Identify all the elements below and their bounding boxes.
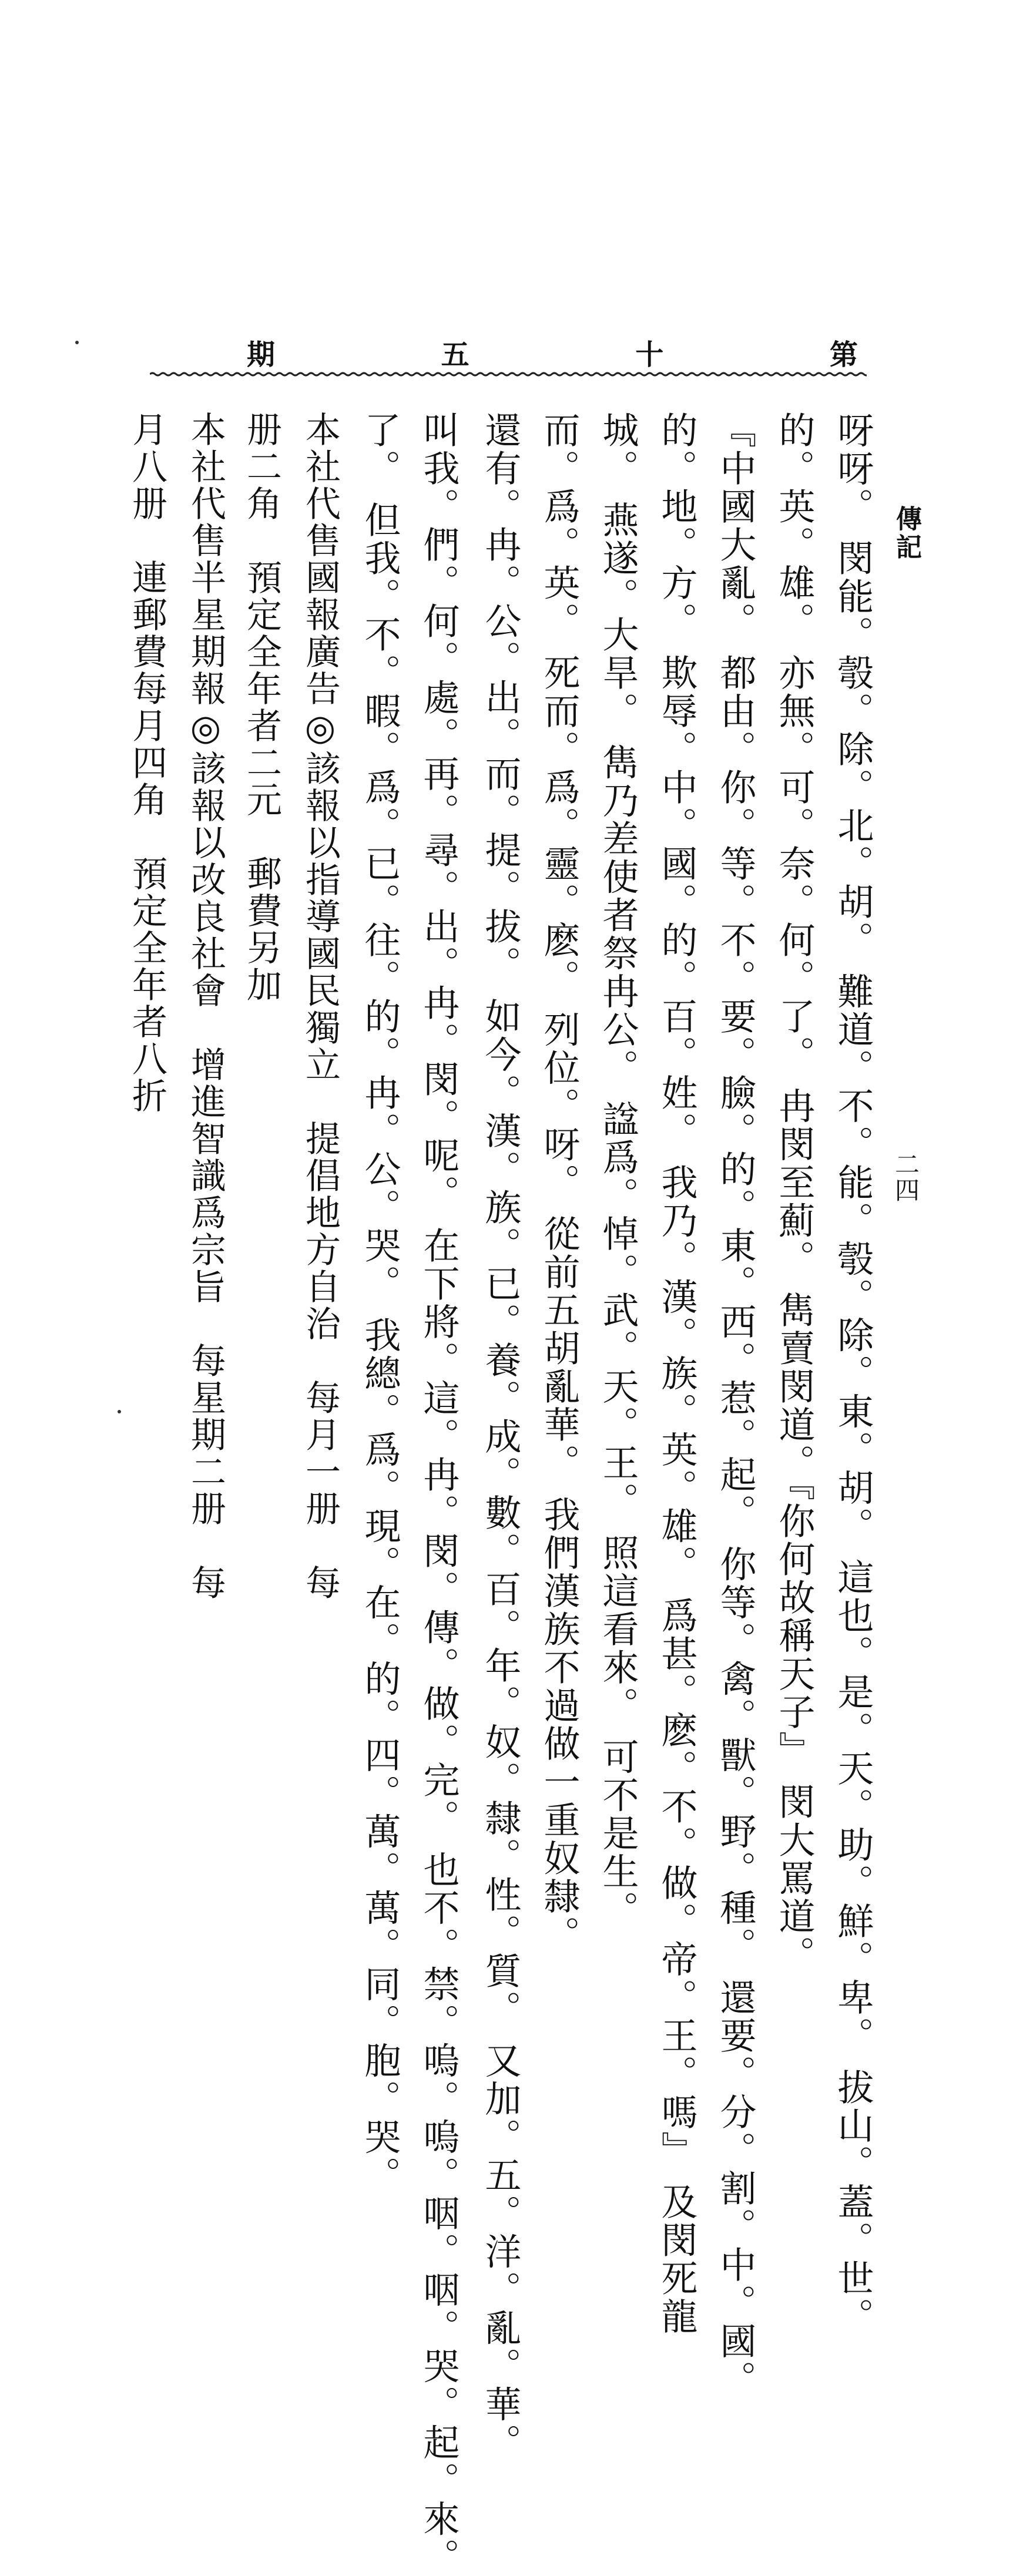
body-column-2: 的。英。雄。 亦無。可。奈。何。了。 冉閔至薊。 雋賣閔道。『你何故稱天子』 閔大罵道。 — [773, 411, 816, 1974]
ad-column-3: 本社代售半星期報◎該報以改良社會 增進智識爲宗旨 每星期二册 每 — [185, 411, 226, 1601]
body-column-6: 而。爲。英。 死而。爲。靈。麽。 列位。呀。 從前五胡亂華。 我們漢族不過做一重奴隸。 — [538, 411, 581, 1954]
ad-column-4: 月八册 連郵費每月四角 預定全年者八折 — [126, 411, 167, 1114]
issue-header-char: 第 — [829, 338, 858, 371]
scan-speck — [118, 1410, 121, 1413]
issue-header-char: 期 — [247, 338, 276, 371]
body-column-8: 叫我。們。何。處。再。尋。出。冉。閔。呢。 在下將。這。冉。閔。傳。做。完。 也不。禁。嗚。嗚。咽。咽。哭。起。來。 — [417, 411, 460, 2576]
header-divider — [150, 370, 867, 378]
ad-column-1: 本社代售國報廣告◎該報以指導國民獨立 提倡地方自治 每月一册 每 — [300, 411, 341, 1601]
body-column-1: 呀呀。 閔能。彀。除。北。胡。 難道。不。能。彀。除。東。胡。 這也。是。天。助。鮮。卑。 拔山。蓋。世。 — [831, 411, 874, 2336]
section-label: 傳記 — [891, 505, 921, 562]
body-column-3: 『中國大亂。 都由。你。等。不。要。臉。的。東。西。惹。起。 你等。禽。獸。野。種。 還要。分。割。中。國。 — [714, 411, 757, 2399]
ad-column-2: 册二角 預定全年者二元 郵費另加 — [241, 411, 282, 1003]
body-column-4: 的。地。方。 欺辱。中。國。的。百。姓。 我乃。漢。族。英。雄。 爲甚。麽。不。做。帝。王。嗎』 及閔死龍 — [655, 411, 698, 2336]
issue-header-char: 五 — [441, 338, 469, 371]
issue-header-char: 十 — [635, 338, 664, 371]
body-column-9: 了。 但我。不。暇。爲。已。往。的。冉。公。哭。 我總。爲。現。在。的。四。萬。萬。同。胞。哭。 — [358, 411, 401, 2195]
page-number: 二四 — [891, 1151, 920, 1203]
issue-header — [247, 332, 858, 372]
body-column-7: 還有。冉。公。出。而。提。拔。 如今。漢。族。已。養。成。數。百。年。奴。隸。性。質。 又加。五。洋。亂。華。 — [479, 411, 522, 2462]
scan-speck — [75, 341, 79, 344]
body-column-5: 城。 燕遂。大旱。 雋乃差使者祭冉公。 諡爲。悼。武。天。王。 照這看來。 可不是生。 — [596, 411, 639, 1929]
